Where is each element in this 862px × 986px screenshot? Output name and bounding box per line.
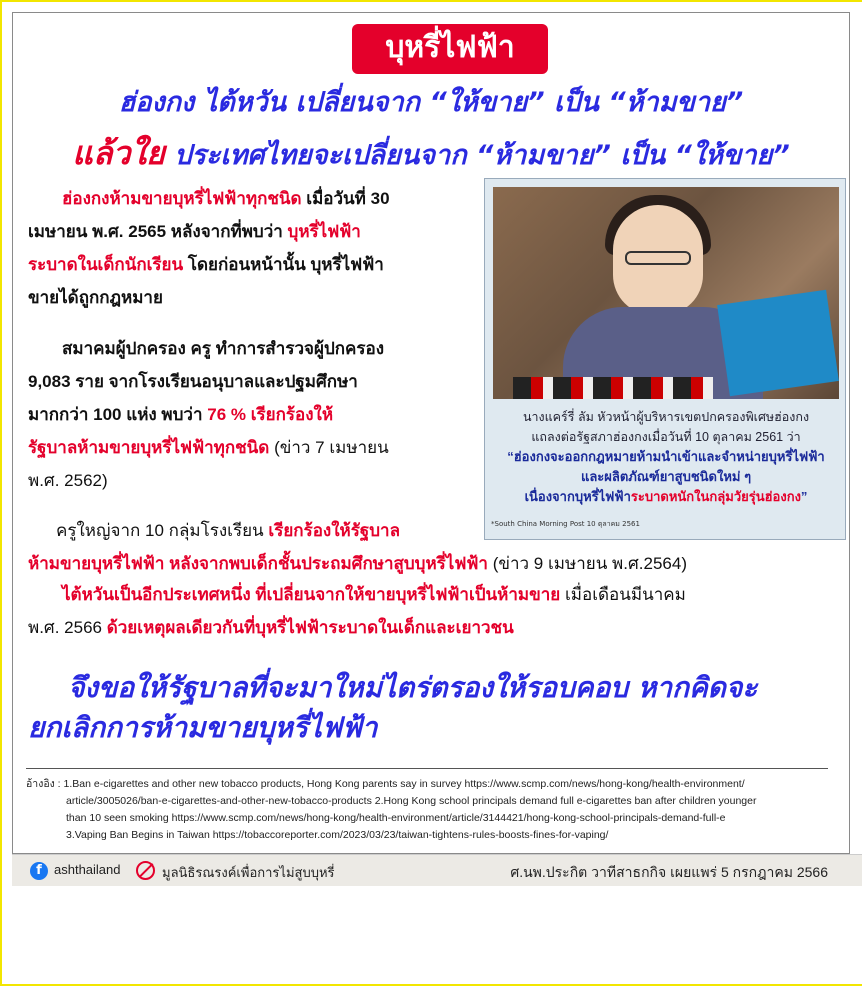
text: (ข่าว 9 เมษายน พ.ศ.2564) [487,554,687,573]
photo-document [717,290,839,396]
call-line: ยกเลิกการห้ามขายบุหรี่ไฟฟ้า [28,711,378,744]
text-red: ด้วยเหตุผลเดียวกันที่บุหรี่ไฟฟ้าระบาดในเด็กและเยาวชน [106,618,514,637]
text-red: 76 % เรียกร้องให้ [207,405,334,424]
text-red: ระบาดในเด็กนักเรียน [28,255,184,274]
text: พ.ศ. 2566 [28,618,107,637]
facebook-icon[interactable]: f [30,862,48,880]
references [26,776,846,844]
caption-line: นางแคร์รี่ ลัม หัวหน้าผู้บริหารเขตปกครองพิเศษฮ่องกง [522,410,810,424]
press-conference-photo [493,187,839,399]
text: มากกว่า 100 แห่ง พบว่า [28,405,208,424]
caption-quote: “ฮ่องกงจะออกกฎหมายห้ามนำเข้าและจำหน่ายบุหรี่ไฟฟ้า [507,449,825,464]
text: ขายได้ถูกกฎหมาย [28,288,163,307]
paragraph-parents-survey [28,332,484,497]
text: ” [800,489,808,504]
divider [26,768,828,769]
call-line: จึงขอให้รัฐบาลที่จะมาใหม่ไตร่ตรองให้รอบคอบ หากคิดจะ [68,671,758,704]
text: (ข่าว 7 เมษายน [269,438,389,457]
text-red: ไต้หวันเป็นอีกประเทศหนึ่ง ที่เปลี่ยนจากให้ขายบุหรี่ไฟฟ้าเป็นห้ามขาย [62,585,561,604]
text: สมาคมผู้ปกครอง ครู ทำการสำรวจผู้ปกครอง [62,339,385,358]
photo-caption [485,407,847,507]
caption-line: แถลงต่อรัฐสภาฮ่องกงเมื่อวันที่ 10 ตุลาคม 2561 ว่า [531,430,801,444]
caption-quote [485,487,847,507]
text-red: รัฐบาลห้ามขายบุหรี่ไฟฟ้าทุกชนิด [28,438,270,457]
reference-line: article/3005026/ban-e-cigarettes-and-other-new-tobacco-products 2.Hong Kong school principals demand full e-cigarettes ban after children younger [66,795,757,807]
call-to-action [28,668,848,748]
headline-1: ฮ่องกง ไต้หวัน เปลี่ยนจาก “ให้ขาย” เป็น “ห้ามขาย” [118,87,744,118]
headline-2-rest: ประเทศไทยจะเปลี่ยนจาก “ห้ามขาย” เป็น “ให้ขาย” [164,140,790,171]
photo-panel [484,178,846,540]
paragraph-hongkong-ban [28,182,478,314]
text: เมษายน พ.ศ. 2565 หลังจากที่พบว่า [28,222,288,241]
text: เมื่อเดือนมีนาคม [560,585,686,604]
text: เมื่อวันที่ 30 [301,189,390,208]
no-smoking-icon [136,861,155,880]
caption-quote: และผลิตภัณฑ์ยาสูบชนิดใหม่ ๆ [580,469,752,484]
organization-name: มูลนิธิรณรงค์เพื่อการไม่สูบบุหรี่ [162,865,335,880]
paragraph-school-principals [28,514,858,580]
reference-line: 3.Vaping Ban Begins in Taiwan https://tobaccoreporter.com/2023/03/23/taiwan-tightens-rules-boosts-fines-for-vaping/ [66,829,609,841]
text-red: บุหรี่ไฟฟ้า [287,222,361,241]
text: ครูใหญ่จาก 10 กลุ่มโรงเรียน [56,521,269,540]
photo-microphones [513,377,713,399]
photo-credit: *South China Morning Post 10 ตุลาคม 2561 [491,520,640,528]
text-red: ฮ่องกงห้ามขายบุหรี่ไฟฟ้าทุกชนิด [62,189,302,208]
text-red: ห้ามขายบุหรี่ไฟฟ้า หลังจากพบเด็กชั้นประถมศึกษาสูบบุหรี่ไฟฟ้า [28,554,488,573]
topic-tag: บุหรี่ไฟฟ้า [352,24,548,74]
headline-2-lead: แล้วใย [72,134,165,172]
author-date: ศ.นพ.ประกิต วาทีสาธกกิจ เผยแพร่ 5 กรกฎาคม 2566 [510,864,828,880]
headline-2 [20,128,842,179]
reference-line: than 10 seen smoking https://www.scmp.com/news/hong-kong/health-environment/article/3144421/hong-kong-school-principals-demand-full-e [66,812,726,824]
photo-glasses [625,251,691,265]
text: เนื่องจากบุหรี่ไฟฟ้า [524,489,631,504]
text-red: ระบาดหนักในกลุ่มวัยรุ่นฮ่องกง [630,489,801,504]
facebook-page-label[interactable]: ashthailand [54,862,121,877]
text: 9,083 ราย จากโรงเรียนอนุบาลและปฐมศึกษา [28,372,358,391]
references-label: อ้างอิง : [26,778,64,790]
text-red: เรียกร้องให้รัฐบาล [268,521,400,540]
reference-line: 1.Ban e-cigarettes and other new tobacco products, Hong Kong parents say in survey https://www.scmp.com/news/hong-kong/health-environment/ [63,778,745,790]
text: โดยก่อนหน้านั้น บุหรี่ไฟฟ้า [183,255,384,274]
paragraph-taiwan-ban [28,578,858,644]
footer-bar [12,854,862,886]
text: พ.ศ. 2562) [28,471,108,490]
